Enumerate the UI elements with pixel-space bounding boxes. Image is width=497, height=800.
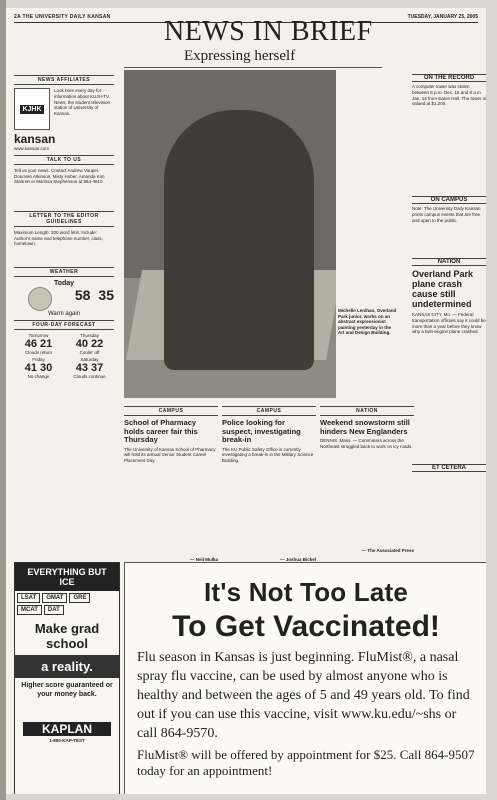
test-name: DAT: [44, 605, 64, 615]
day-temps: [14, 338, 63, 350]
left-column: [14, 72, 114, 379]
forecast-day: [14, 333, 63, 355]
today-label: Today: [53, 279, 75, 287]
day-lo: 30: [40, 361, 53, 374]
today-desc: Warm again: [47, 310, 81, 317]
day-desc: Clouds return: [24, 349, 52, 355]
day-name: Thursday: [80, 332, 99, 338]
day-name: Saturday: [80, 356, 99, 362]
day-temps: [14, 362, 63, 374]
vaccine-headline-1: It's Not Too Late: [203, 577, 409, 607]
story-body: The KU Public Safety Office is currently investigating a break-in in the Military Science Building.: [222, 446, 314, 464]
story-section: CAMPUS: [124, 406, 218, 416]
story-headline: Weekend snowstorm still hinders New Englanders: [320, 418, 410, 436]
day-name: Friday: [32, 356, 45, 362]
test-name: GRE: [69, 593, 90, 603]
story-pharmacy: [124, 403, 218, 562]
kjhk-blurb: Look here every day for information about KUJH-TV News, the student television station of University of Kansas.: [54, 88, 111, 117]
kansan-url[interactable]: www.kansan.com: [14, 146, 50, 151]
letters-head: LETTER TO THE EDITOR GUIDELINES: [14, 211, 114, 227]
day-hi: 40: [75, 337, 88, 350]
weather-head: WEATHER: [14, 267, 114, 277]
media-head: NEWS AFFILIATES: [14, 75, 114, 85]
folio-right: TUESDAY, JANUARY 25, 2005: [407, 14, 478, 20]
nation-headline: Overland Park plane crash cause still undetermined: [412, 269, 474, 309]
day-hi: 43: [75, 361, 88, 374]
letters-text: Maximum Length: 200 word limit. Include: Author's name and telephone number, class, hometown.: [14, 229, 103, 247]
story-section: NATION: [320, 406, 414, 416]
photo-title: Expressing herself: [184, 48, 296, 64]
photo-caption: Michelle Lenihan, Overland Park junior, works on an abstract expressionist painting yesterday in the Art and Design Building.: [338, 308, 397, 336]
test-name: GMAT: [42, 593, 67, 603]
test-name: MCAT: [17, 605, 42, 615]
day-temps: [65, 338, 114, 350]
day-temps: [65, 362, 114, 374]
newspaper-page: [6, 8, 486, 794]
forecast-day: [14, 357, 63, 379]
etcetera-head: ET CETERA: [412, 464, 486, 472]
page-header: [14, 14, 478, 74]
test-name: LSAT: [17, 593, 40, 603]
talk-head: TALK TO US: [14, 155, 114, 165]
day-name: Tomorrow: [28, 332, 49, 338]
nation-head: NATION: [412, 258, 486, 266]
kaplan-ad[interactable]: [14, 562, 120, 794]
kjhk-logo: [14, 88, 50, 130]
vaccine-footer: FluMist® will be offered by appointment for $25. Call 864-9507 today for an appointment!: [137, 747, 475, 778]
today-temps: [14, 287, 114, 311]
talk-text: Tell us your news. Contact Andrew Vaupel, Donovan Atkinson, Misty Huber, Amanda Kim Stairrett or Marissa Stephenson at 864-4810.: [14, 167, 105, 185]
story-body: DENNIS, Mass. — Commuters across the Northeast struggled back to work on icy roads.: [320, 438, 413, 449]
today-hi: 58: [74, 286, 91, 303]
feature-photo: [124, 70, 336, 398]
vaccine-headline-2: To Get Vaccinated!: [172, 610, 440, 643]
subtitle-rule: [124, 67, 382, 68]
record-text: A computer tower was stolen between 6 p.m. Dec. 16 and 8 a.m. Jan. 14 from Eaton Hall. The tower is valued at $1,200.: [412, 84, 486, 107]
campus-head: ON CAMPUS: [412, 196, 486, 204]
vaccine-ad[interactable]: [124, 562, 486, 794]
story-byline: — Neil Mulka: [189, 556, 218, 562]
ad-line-1: Make grad school: [34, 621, 100, 651]
day-hi: 46: [24, 337, 37, 350]
test-list: [15, 591, 119, 617]
folio-left: 2A THE UNIVERSITY DAILY KANSAN: [14, 14, 111, 20]
day-hi: 41: [24, 361, 37, 374]
story-police: [222, 403, 316, 562]
story-body: The University of Kansas School of Pharmacy will hold its annual Senior Student Career Placement Day.: [124, 446, 216, 464]
kaplan-phone[interactable]: 1-800-KAP-TEST: [49, 738, 85, 743]
day-lo: 37: [91, 361, 104, 374]
record-head: ON THE RECORD: [412, 74, 486, 82]
day-desc: Coolin' off: [79, 349, 100, 355]
story-snowstorm: [320, 403, 414, 553]
forecast-grid: [14, 333, 114, 379]
masthead: NEWS IN BRIEF: [164, 16, 373, 47]
story-byline: — Joshua Bickel: [279, 556, 316, 562]
right-column: [412, 72, 486, 474]
kaplan-logo: KAPLAN: [23, 722, 111, 736]
forecast-day: [65, 357, 114, 379]
story-headline: Police looking for suspect, investigating break-in: [222, 418, 301, 444]
story-headline: School of Pharmacy holds career fair this Thursday: [124, 418, 198, 444]
ad-line-2: a reality.: [15, 655, 119, 678]
campus-text: Note: The University Daily Kansan prints campus events that are free and open to the public.: [412, 206, 481, 223]
forecast-day: [65, 333, 114, 355]
story-byline: — The Associated Press: [361, 548, 414, 553]
day-desc: Clouds continue: [73, 373, 106, 379]
day-lo: 21: [40, 337, 53, 350]
ad-guarantee: Higher score guaranteed or your money back.: [21, 682, 113, 698]
forecast-head: FOUR-DAY FORECAST: [14, 320, 114, 330]
story-section: CAMPUS: [222, 406, 316, 416]
vaccine-body: Flu season in Kansas is just beginning. FluMist®, a nasal spray flu vaccine, can be used by almost anyone who is healthy and between the ages of 5 and 49 years old. To find out if you can use this vaccine, visit www.ku.edu/~shs or call 864-9570.: [137, 650, 470, 741]
kjhk-label: KJHK: [22, 105, 42, 113]
sun-icon: [28, 287, 52, 311]
photo-person: [164, 110, 314, 370]
day-lo: 22: [91, 337, 104, 350]
today-lo: 35: [98, 286, 114, 303]
nation-text: KANSAS CITY, Mo. — Federal transportation officials say it could be more than a year before they know why a twin-engine plane crashed.: [412, 312, 486, 335]
kansan-logo: kansan: [14, 132, 56, 146]
day-desc: No change: [27, 373, 50, 379]
ad-banner: EVERYTHING BUT ICE: [15, 563, 119, 591]
